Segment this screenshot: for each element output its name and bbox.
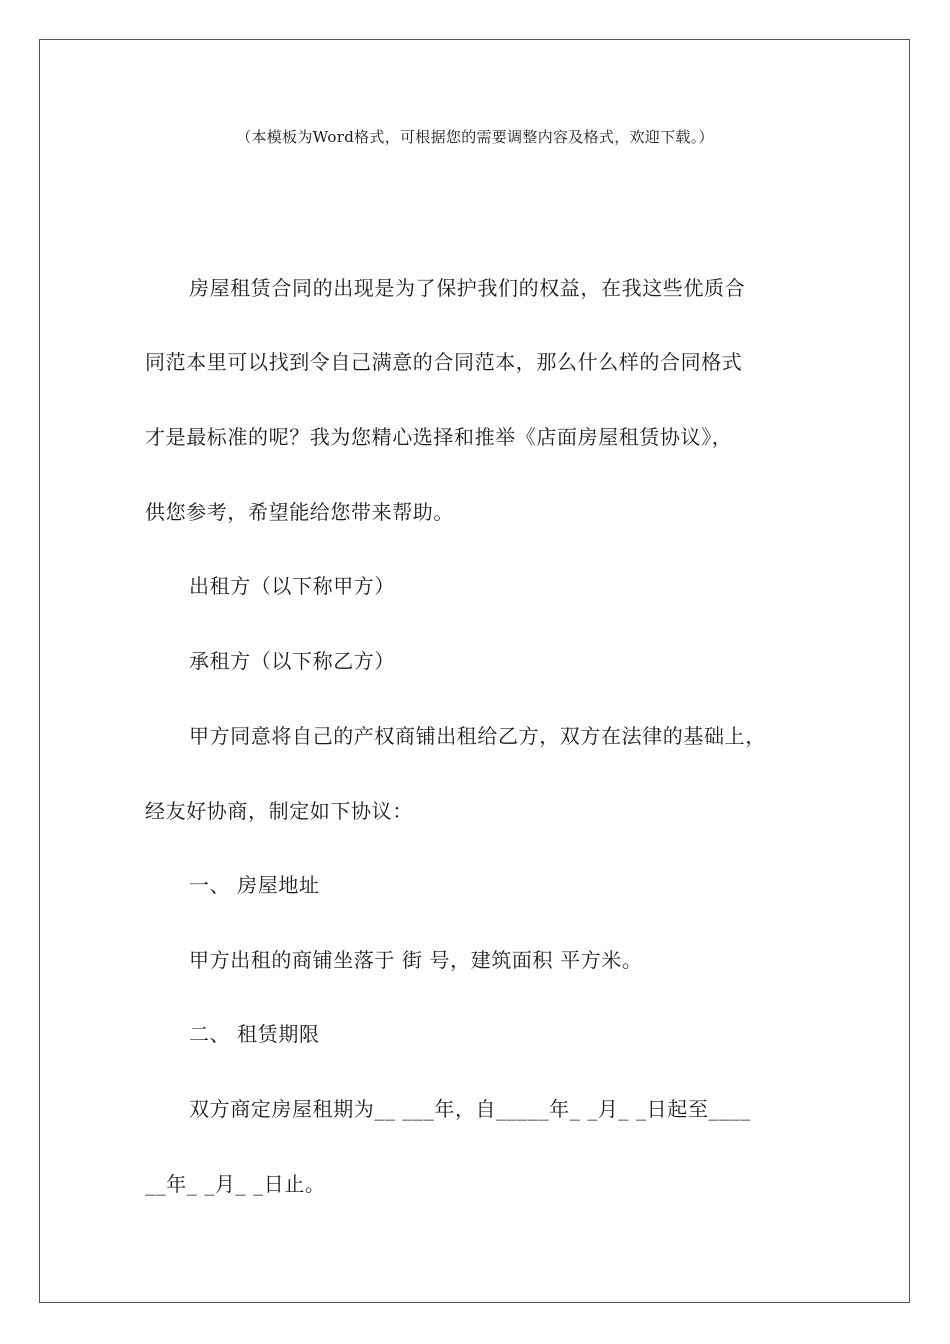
section-2-body-2: __年_ _月_ _日止。 xyxy=(145,1172,326,1196)
section-2-heading: 二、 租赁期限 xyxy=(189,1022,320,1046)
section-1-heading: 一、 房屋地址 xyxy=(189,873,320,897)
template-note: （本模板为Word格式，可根据您的需要调整内容及格式，欢迎下载。） xyxy=(236,128,714,146)
intro-line-4: 供您参考，希望能给您带来帮助。 xyxy=(145,500,454,524)
agreement-line-2: 经友好协商，制定如下协议： xyxy=(145,799,413,823)
lessor-line: 出租方（以下称甲方） xyxy=(189,574,395,598)
section-2-body-1: 双方商定房屋租期为__ ___年，自_____年_ _月_ _日起至____ xyxy=(189,1097,751,1121)
intro-line-2: 同范本里可以找到令自己满意的合同范本，那么什么样的合同格式 xyxy=(145,350,743,374)
intro-line-3: 才是最标准的呢？我为您精心选择和推举《店面房屋租赁协议》， xyxy=(145,425,733,449)
intro-line-1: 房屋租赁合同的出现是为了保护我们的权益，在我这些优质合 xyxy=(189,276,746,300)
agreement-line-1: 甲方同意将自己的产权商铺出租给乙方，双方在法律的基础上， xyxy=(189,724,766,748)
lessee-line: 承租方（以下称乙方） xyxy=(189,649,395,673)
section-1-body: 甲方出租的商铺坐落于 街 号，建筑面积 平方米。 xyxy=(189,948,643,972)
